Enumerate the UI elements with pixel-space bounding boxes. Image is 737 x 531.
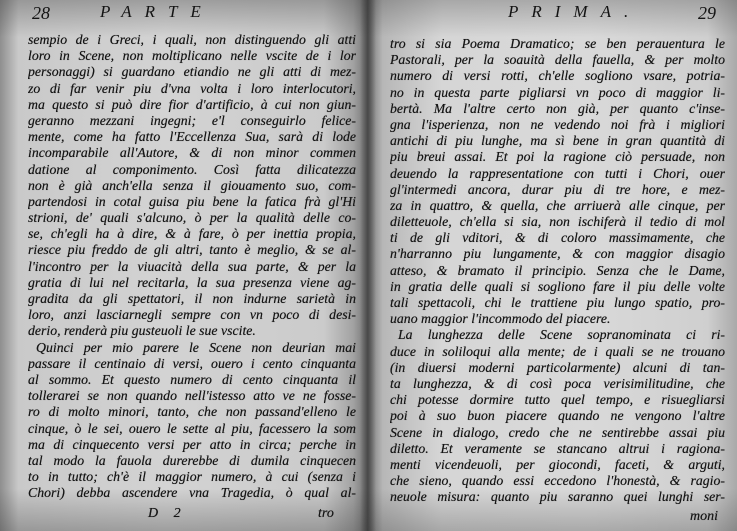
text-line: gradita da gli spettatori, il non indurne sarietà in (28, 291, 356, 306)
gutter-shadow (360, 0, 376, 531)
text-line: tro si sia Poema Dramatico; se ben perauentura le (390, 36, 725, 51)
text-line: deuendo la rappresentatione con tutti i Chori, ouer (390, 165, 725, 181)
text-line: Pastorali, per la soauità della fauella, & per molto (390, 52, 725, 68)
text-line: Scene in dialogo, credo che ne sentirebbe assai piu (390, 424, 725, 440)
text-line: che sieno, quando essi eccedono l'honestà, & ragio- (390, 473, 725, 489)
text-line: tollerarei se non quando nell'istesso atto ve ne fosse- (28, 388, 356, 404)
text-line: loro in Scene, non moltiplicano nelle vscite de i lor (28, 48, 356, 64)
text-line: uano maggior l'incommodo del piacere. (390, 311, 611, 327)
page-number: 29 (698, 3, 716, 23)
page-number: 28 (32, 3, 50, 23)
catchword: tro (318, 506, 334, 521)
text-line: chi potesse dormire tutto quel tempo, e risuegliarsi (390, 392, 725, 408)
text-line: bertà. Ma l'altre certo non già, per quanto c'inse- (390, 100, 725, 116)
text-line: zo di far venir piu d'vna volta i loro interlocutori, (28, 80, 356, 96)
text-line: no in questa parte pigliarsi vn poco di maggior li- (390, 84, 725, 100)
paragraph (390, 36, 725, 327)
text-line: poi à suo buon piacere quando ne vengono l'altre (390, 408, 725, 424)
text-line: ro di molto minori, tanto, che non passand'elleno le (28, 404, 356, 420)
running-head: PRIMA. (508, 2, 642, 21)
text-line: tali spettacoli, chi le trattiene piu lungo spatio, pro- (390, 295, 725, 310)
text-line: numero di versi rotti, ch'elle sogliono vsare, potria- (390, 68, 725, 84)
text-line: (in diuersi moderni particolarmente) alcuni di tan- (390, 359, 725, 375)
text-line: partendosi in cotal guisa piu bene la fatica frà gl'Hi (28, 193, 356, 209)
right-page (368, 0, 737, 531)
text-line: mente, come ha fatto l'Eccellenza Sua, sarà di lode (28, 129, 356, 145)
text-line: loro, anzi lasciarnegli sempre con vn poco di desi- (28, 307, 356, 323)
paragraph (28, 340, 356, 502)
text-line: personaggi) si guardano etiandio ne gli atti di mez- (28, 64, 356, 80)
text-line: gna l'isperienza, non ne vedendo noi frà i migliori (390, 116, 725, 132)
text-line: sempio de i Greci, i quali, non distinguendo gli atti (28, 32, 356, 47)
text-line: se, ch'egli ha à dire, & à fare, ò per inettia propia, (28, 226, 356, 242)
text-line: gl'intermedi ancora, durar piu di tre hore, e mez- (390, 181, 725, 197)
text-body (28, 32, 356, 501)
text-line: riesce piu freddo de gli altri, tanto è meglio, & se al- (28, 242, 356, 258)
text-line: in gratia delle quali si sogliono fare il piu delle volte (390, 278, 725, 294)
text-line: Chori) debba ascendere vna Tragedia, ò qual al- (28, 485, 356, 501)
text-line: antichi di piu lunghe, ma sì bene in gran quantità di (390, 133, 725, 149)
text-line: non è già anch'ella senza il giouamento suo, com- (28, 177, 356, 193)
text-line: l'incontro per la viuacità della sua parte, & per la (28, 258, 356, 274)
text-line: ma questo si può dire fior d'artificio, à cui non giun- (28, 96, 356, 112)
text-line: to in tutto; ch'è il maggior numero, à cui (senza i (28, 469, 356, 485)
catchword: moni (690, 509, 718, 524)
text-line: datione al componimento. Così fatta dilicatezza (28, 161, 356, 177)
text-body (390, 36, 725, 505)
running-head: PARTE (100, 2, 214, 21)
text-line: derio, renderà piu gusteuoli le sue vscite. (28, 323, 256, 339)
paragraph (28, 32, 356, 340)
text-line: diletteuole, ch'ella si sia, non ischiferà il tedio di mol (390, 214, 725, 230)
text-line: diletto. Et veramente se stancano altrui i ragiona- (390, 440, 725, 456)
text-line: neuole misura: quanto piu saranno quei lunghi ser- (390, 489, 725, 505)
left-page (0, 0, 368, 531)
text-line: geranno mezzani ingegni; e'l conseguirlo felice- (28, 112, 356, 128)
text-line: ti de gli vditori, & di coloro massimamente, che (390, 230, 725, 246)
signature-mark: D 2 (148, 506, 187, 521)
text-line: piu breui assai. Et poi la ragione ciò persuade, non (390, 149, 725, 165)
text-line: za in quattro, & quella, che arriuerà alle cinque, per (390, 197, 725, 213)
text-line: cinque, ò le sei, ouero le sette al piu, facessero la som (28, 420, 356, 436)
text-line: incomparabile all'Autore, & di non minor commen (28, 145, 356, 161)
text-line: menti vicendeuoli, per giocondi, faceti, & arguti, (390, 456, 725, 472)
text-line: duce in soliloqui alla mente; de i quali se ne trouano (390, 343, 725, 359)
text-line: La lunghezza delle Scene sopranominata ci ri- (398, 327, 725, 343)
text-line: n'harranno piu lungamente, & con maggior disagio (390, 246, 725, 262)
text-line: tal modo la fauola durerebbe di dumila cinquecen (28, 452, 356, 468)
text-line: strioni, de' quali s'alcuno, ò per la qualità delle co- (28, 210, 356, 226)
text-line: gratia di lui nel recitarla, la sua presenza viene ag- (28, 274, 356, 290)
text-line: ta lunghezza, & di così poca verisimilitudine, che (390, 375, 725, 391)
text-line: al sommo. Et questo numero di cento cinquanta il (28, 371, 356, 387)
text-line: Quinci per mio parere le Scene non deurian mai (36, 339, 356, 355)
text-line: atteso, & bramato il principio. Senza che le Dame, (390, 262, 725, 278)
text-line: ma di cinquecento versi per atto in circa; perche in (28, 436, 356, 452)
paragraph (390, 327, 725, 505)
text-line: passare il centinaio di versi, ouero i cento cinquanta (28, 355, 356, 371)
